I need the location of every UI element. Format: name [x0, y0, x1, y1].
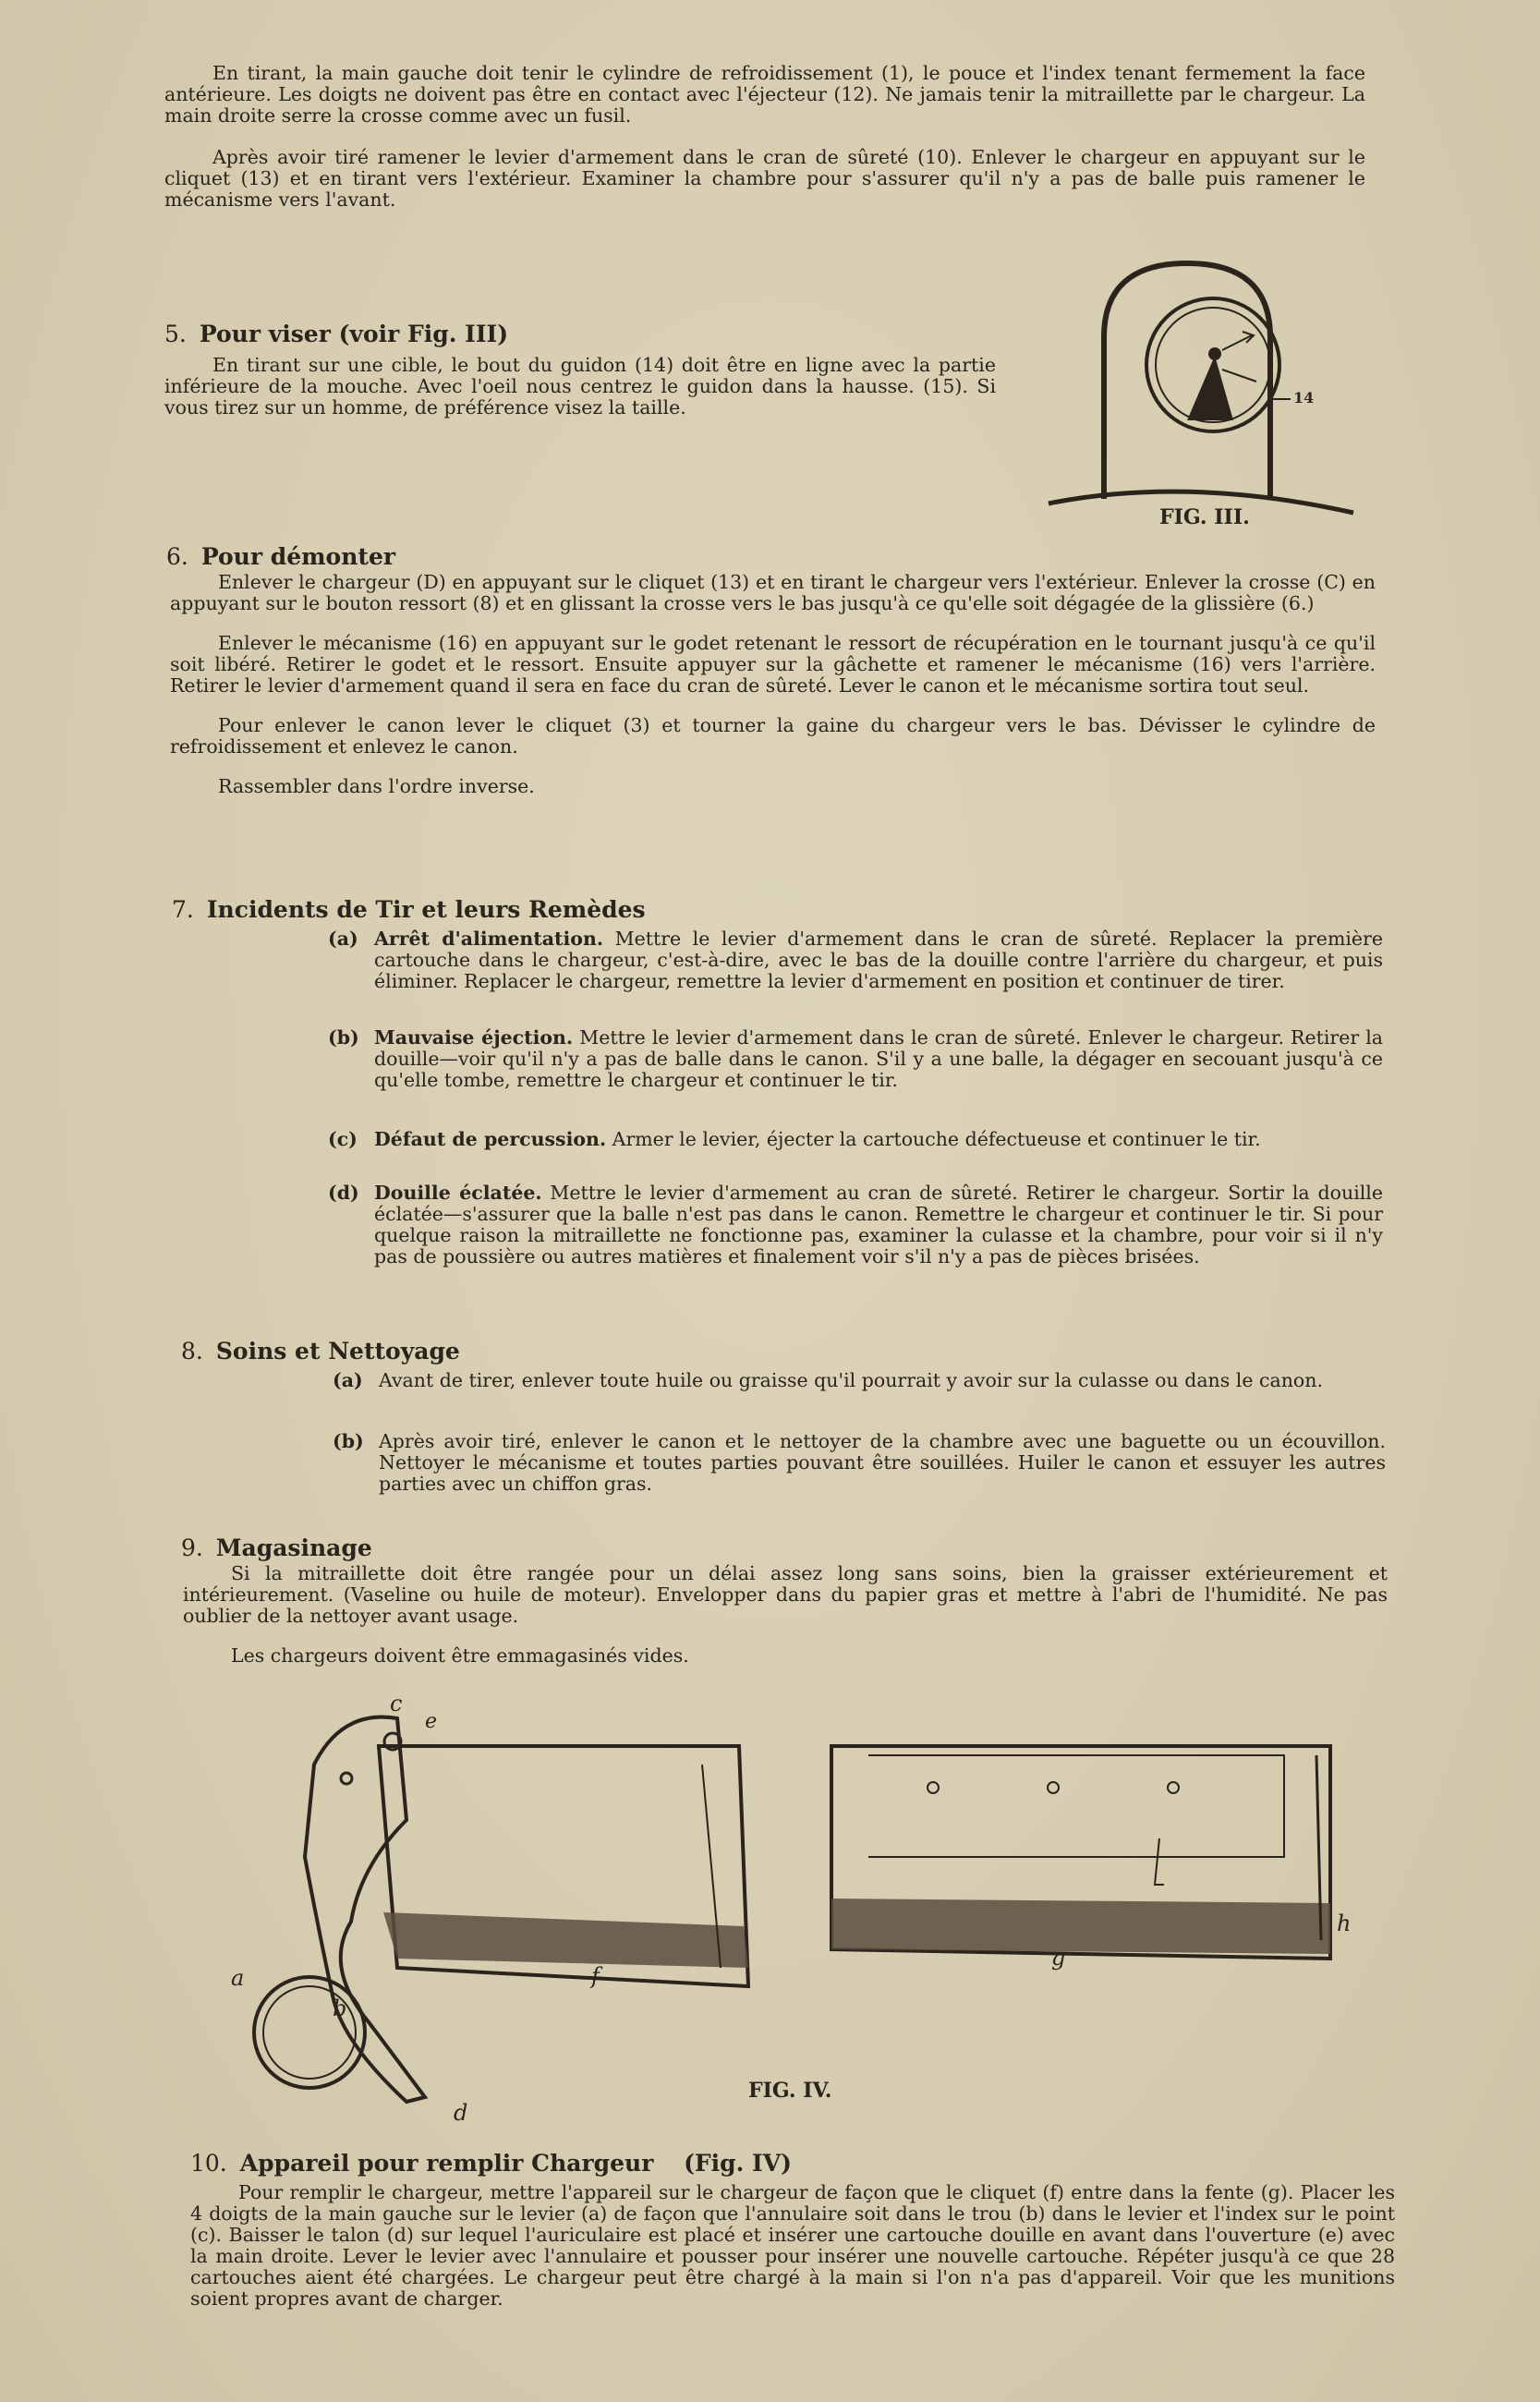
- fig-4-loader-diagram: [222, 1691, 1376, 2116]
- fig-4-caption: FIG. IV.: [748, 2079, 832, 2103]
- section-7-item-b-label: (b): [328, 1026, 359, 1049]
- fig-3-pointer-line: [1222, 370, 1256, 382]
- section-7-item-b-head: Mauvaise éjection.: [374, 1026, 574, 1049]
- fig-4-right-hatched-lip: [831, 1899, 1330, 1954]
- section-9-paragraph-1: Si la mitraillette doit être rangée pour un délai assez long sans soins, bien la graisser extérieurement et intérieurement. (Vaseline ou huile de moteur). Envelopper dans du papier gras et mettre à l'abri de l'humidité. Ne pas oublier de la nettoyer avant usage.: [183, 1562, 1388, 1627]
- section-5-number: 5.: [164, 321, 187, 347]
- fig-3-bullseye: [1208, 347, 1221, 360]
- section-10-heading: [190, 2150, 792, 2177]
- section-7-item-a-text: Mettre le levier d'armement dans le cran de sûreté. Replacer la première cartouche dans le chargeur, c'est-à-dire, avec le bas de la douille contre l'arrière du chargeur, et puis éliminer. Replacer le chargeur, remettre la levier d'armement en position et continuer de tirer.: [374, 928, 1383, 992]
- intro-paragraph-2: Après avoir tiré ramener le levier d'armement dans le cran de sûreté (10). Enlever le chargeur en appuyant sur le cliquet (13) et en tirant vers l'extérieur. Examiner la chambre pour s'assurer qu'il n'y a pas de balle puis ramener le mécanisme vers l'avant.: [164, 146, 1365, 211]
- section-6-number: 6.: [166, 543, 188, 570]
- fig-4-left-hatched-lip: [383, 1912, 748, 1968]
- fig-4-rivet-3: [1168, 1782, 1179, 1793]
- section-7-item-b-text: Mettre le levier d'armement dans le cran de sûreté. Enlever le chargeur. Retirer la douille—voir qu'il n'y a pas de balle dans le canon. S'il y a une balle, la dégager en secouant jusqu'à ce qu'elle tombe, remettre le chargeur et continuer le tir.: [374, 1026, 1383, 1091]
- section-9-paragraph-2: Les chargeurs doivent être emmagasinés vides.: [231, 1644, 689, 1667]
- section-8-item-b-label: (b): [333, 1430, 364, 1452]
- section-8-item-a-label: (a): [333, 1369, 363, 1391]
- fig-4-rivet-1: [928, 1782, 939, 1793]
- fig-4-label-h: h: [1337, 1911, 1352, 1936]
- intro-block: [164, 63, 1365, 211]
- section-9-number: 9.: [181, 1535, 203, 1561]
- section-7-item-a-head: Arrêt d'alimentation.: [374, 928, 604, 950]
- fig-3-caption: FIG. III.: [1159, 505, 1250, 529]
- section-5-block: [164, 355, 996, 419]
- section-7-item-a-label: (a): [328, 928, 358, 950]
- section-8-title: Soins et Nettoyage: [215, 1338, 460, 1365]
- section-9-heading: [181, 1535, 372, 1561]
- section-7-item-c-text: Armer le levier, éjecter la cartouche défectueuse et continuer le tir.: [612, 1128, 1261, 1150]
- section-7-item-c: [328, 1129, 1383, 1150]
- fig-4-label-e: e: [425, 1710, 438, 1733]
- section-6-block: [170, 572, 1376, 797]
- section-7-item-d-text: Mettre le levier d'armement au cran de sûreté. Retirer le chargeur. Sortir la douille éclatée—s'assurer que la balle n'est pas dans le canon. Remettre le chargeur et continuer le tir. Si pour quelque raison la mitraillette ne fonctionne pas, examiner la culasse et la chambre, pour voir si il n'y pas de poussière ou autres matières et finalement voir s'il n'y a pas de pièces brisées.: [374, 1182, 1383, 1268]
- section-7-item-a: [328, 928, 1383, 992]
- section-10-figure-ref: (Fig. IV): [684, 2150, 792, 2177]
- section-9-block: [183, 1563, 1388, 1667]
- section-10-block: [190, 2182, 1395, 2310]
- fig-4-left-view: [254, 1717, 748, 2102]
- section-7-heading: [172, 896, 646, 923]
- fig-4-label-g: g: [1051, 1945, 1066, 1971]
- section-8-item-b-text: Après avoir tiré, enlever le canon et le nettoyer de la chambre avec une baguette ou un écouvillon. Nettoyer le mécanisme et toutes parties pouvant être souillées. Huiler le canon et essuyer les autres parties avec un chiffon gras.: [379, 1430, 1386, 1495]
- fig-4-slot-g: [1155, 1838, 1164, 1885]
- section-8-number: 8.: [181, 1338, 203, 1365]
- section-8-item-b: [333, 1431, 1386, 1495]
- fig-4-label-d: d: [454, 2100, 468, 2126]
- fig-4-pivot: [341, 1773, 352, 1784]
- section-5-title: Pour viser (voir Fig. III): [199, 321, 509, 347]
- section-8-heading: [181, 1338, 460, 1365]
- fig-3-label-14: 14: [1293, 389, 1315, 406]
- section-6-paragraph-3: Pour enlever le canon lever le cliquet (3) et tourner la gaine du chargeur vers le bas. Dévisser le cylindre de refroidissement et enlevez le canon.: [170, 714, 1376, 758]
- fig-3-sight-diagram: [1049, 254, 1353, 513]
- section-7-item-d-head: Douille éclatée.: [374, 1182, 542, 1204]
- section-6-heading: [166, 543, 395, 570]
- section-6-title: Pour démonter: [200, 543, 396, 570]
- fig-4-right-inner-panel: [868, 1755, 1284, 1857]
- fig-4-label-a: a: [231, 1965, 245, 1991]
- section-7-title: Incidents de Tir et leurs Remèdes: [206, 896, 646, 923]
- section-10-number: 10.: [190, 2150, 227, 2177]
- section-5-heading: [164, 321, 508, 347]
- section-8-item-a-text: Avant de tirer, enlever toute huile ou graisse qu'il pourrait y avoir sur la culasse ou dans le canon.: [379, 1369, 1323, 1391]
- section-6-paragraph-4: Rassembler dans l'ordre inverse.: [218, 775, 535, 797]
- fig-4-label-c: c: [390, 1691, 403, 1717]
- section-7-item-c-head: Défaut de percussion.: [374, 1128, 607, 1150]
- section-6-paragraph-2: Enlever le mécanisme (16) en appuyant sur le godet retenant le ressort de récupération en le tournant jusqu'à ce qu'il soit libéré. Retirer le godet et le ressort. Ensuite appuyer sur la gâchette et ramener le mécanisme (16) vers l'arrière. Retirer le levier d'armement quand il sera en face du cran de sûreté. Lever le canon et le mécanisme sortira tout seul.: [170, 632, 1376, 697]
- section-7-number: 7.: [172, 896, 194, 923]
- fig-3-rear-sight-outline: [1104, 263, 1270, 499]
- fig-4-right-view: [831, 1746, 1330, 1959]
- section-6-paragraph-1: Enlever le chargeur (D) en appuyant sur le cliquet (13) et en tirant le chargeur vers l'extérieur. Enlever la crosse (C) en appuyant sur le bouton ressort (8) et en glissant la crosse vers le bas jusqu'à ce qu'elle soit dégagée de la glissière (6.): [170, 571, 1376, 614]
- intro-paragraph-1: En tirant, la main gauche doit tenir le cylindre de refroidissement (1), le pouce et l'index tenant fermement la face antérieure. Les doigts ne doivent pas être en contact avec l'éjecteur (12). Ne jamais tenir la mitraillette par le chargeur. La main droite serre la crosse comme avec un fusil.: [164, 62, 1365, 127]
- fig-4-label-b: b: [333, 1996, 347, 2021]
- section-5-text: En tirant sur une cible, le bout du guidon (14) doit être en ligne avec la partie inférieure de la mouche. Avec l'oeil nous centrez le guidon dans la hausse. (15). Si vous tirez sur un homme, de préférence visez la taille.: [164, 354, 996, 419]
- fig-4-rivet-2: [1048, 1782, 1059, 1793]
- section-7-item-d-label: (d): [328, 1182, 359, 1204]
- fig-3-front-sight-post: [1187, 356, 1233, 420]
- section-7-item-d: [328, 1183, 1383, 1268]
- section-7-item-b: [328, 1027, 1383, 1091]
- section-10-text: Pour remplir le chargeur, mettre l'appareil sur le chargeur de façon que le cliquet (f) entre dans la fente (g). Placer les 4 doigts de la main gauche sur le levier (a) de façon que l'annulaire soit dans le trou (b) dans le levier et l'index sur le point (c). Baisser le talon (d) sur lequel l'auriculaire est placé et insérer une cartouche douille en avant dans l'ouverture (e) avec la main droite. Lever le levier avec l'annulaire et pousser pour insérer une nouvelle cartouche. Répéter jusqu'à ce que 28 cartouches aient été chargées. Le chargeur peut être chargé à la main si l'on n'a pas d'appareil. Voir que les munitions soient propres avant de charger.: [190, 2181, 1395, 2310]
- section-8-item-a: [333, 1370, 1386, 1391]
- section-10-title: Appareil pour remplir Chargeur: [239, 2150, 654, 2177]
- fig-3-arrow-icon: [1222, 332, 1254, 350]
- fig-4-label-f: f: [591, 1963, 600, 1989]
- section-9-title: Magasinage: [215, 1535, 372, 1561]
- section-7-item-c-label: (c): [328, 1128, 358, 1150]
